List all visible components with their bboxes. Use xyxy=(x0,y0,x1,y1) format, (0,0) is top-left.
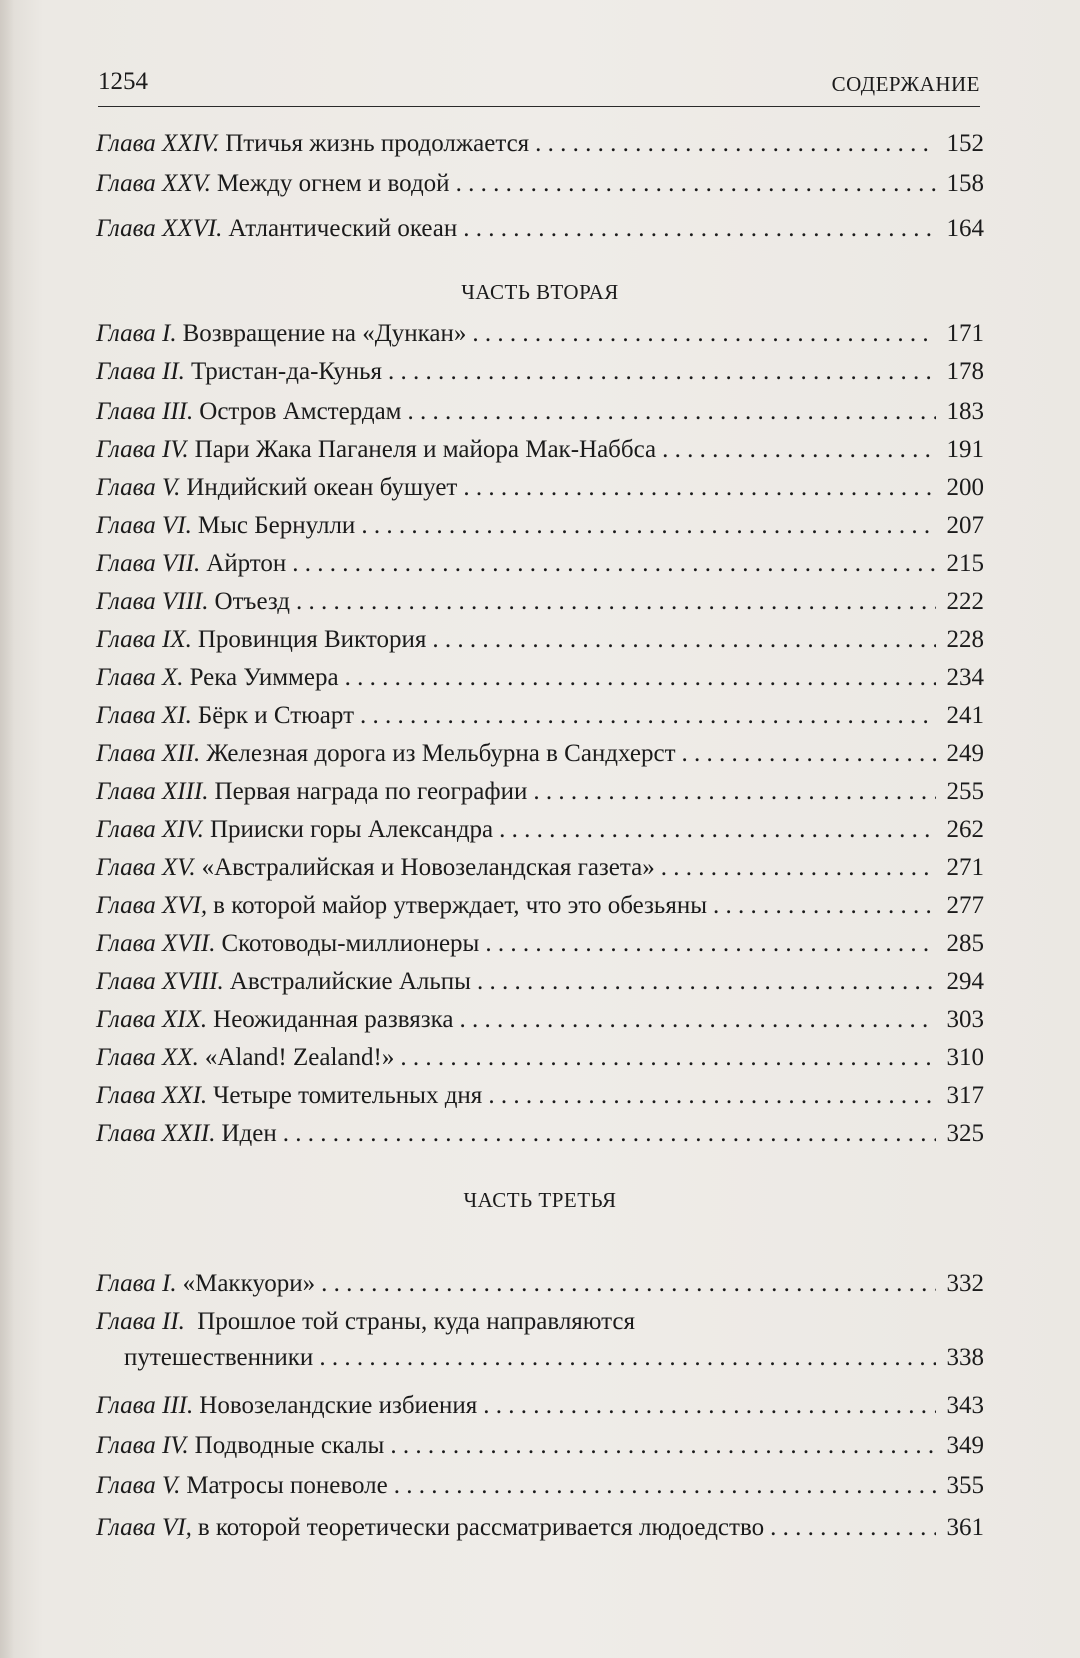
dot-leader xyxy=(713,892,936,920)
toc-entry xyxy=(96,816,984,852)
toc-entry xyxy=(96,854,984,890)
chapter-page: 255 xyxy=(946,778,984,805)
chapter-label: Глава XXIV. xyxy=(96,130,220,157)
chapter-page: 361 xyxy=(946,1514,984,1541)
chapter-page: 215 xyxy=(946,550,984,577)
dot-leader xyxy=(360,702,936,730)
chapter-title: Неожиданная развязка xyxy=(213,1006,454,1033)
part-three-heading: ЧАСТЬ ТРЕТЬЯ xyxy=(463,1188,617,1212)
chapter-title: Возвращение на «Дункан» xyxy=(182,320,467,347)
dot-leader xyxy=(661,854,936,882)
dot-leader xyxy=(283,1120,936,1148)
chapter-page: 200 xyxy=(946,474,984,501)
chapter-title: Отъезд xyxy=(214,588,290,615)
chapter-page: 158 xyxy=(946,170,984,197)
chapter-page: 317 xyxy=(946,1082,984,1109)
chapter-title: Между огнем и водой xyxy=(216,170,450,197)
dot-leader xyxy=(682,740,936,768)
chapter-page: 183 xyxy=(946,398,984,425)
chapter-title: Матросы поневоле xyxy=(186,1472,388,1499)
toc-entry xyxy=(96,1082,984,1118)
chapter-label: Глава X. xyxy=(96,664,184,691)
dot-leader xyxy=(345,664,936,692)
chapter-page: 310 xyxy=(946,1044,984,1071)
dot-leader xyxy=(535,130,936,158)
toc-entry xyxy=(96,626,984,662)
chapter-page: 343 xyxy=(946,1392,984,1419)
toc-entry xyxy=(96,930,984,966)
dot-leader xyxy=(388,358,936,386)
chapter-title: Пари Жака Паганеля и майора Мак-Наббса xyxy=(194,436,657,463)
dot-leader xyxy=(477,968,936,996)
chapter-page: 228 xyxy=(946,626,984,653)
chapter-label: Глава VII. xyxy=(96,550,201,577)
dot-leader xyxy=(390,1432,936,1460)
chapter-label: Глава VIII. xyxy=(96,588,209,615)
chapter-label: Глава XV. xyxy=(96,854,196,881)
chapter-label: Глава XI. xyxy=(96,702,192,729)
chapter-page: 164 xyxy=(946,215,984,242)
chapter-label: Глава IV. xyxy=(96,436,189,463)
chapter-title: «Австралийская и Новозеландская газета» xyxy=(201,854,655,881)
chapter-page: 241 xyxy=(946,702,984,729)
toc-entry xyxy=(96,170,984,206)
chapter-page: 271 xyxy=(946,854,984,881)
chapter-page: 207 xyxy=(946,512,984,539)
toc-entry xyxy=(96,1120,984,1156)
chapter-page: 294 xyxy=(946,968,984,995)
chapter-title: Индийский океан бушует xyxy=(186,474,458,501)
chapter-title: в которой теоретически рассматривается людоедство xyxy=(197,1514,765,1541)
chapter-page: 178 xyxy=(946,358,984,385)
toc-entry xyxy=(96,550,984,586)
toc-entry xyxy=(96,1472,984,1508)
chapter-title: Первая награда по географии xyxy=(214,778,528,805)
chapter-title: Бёрк и Стюарт xyxy=(197,702,354,729)
toc-entry xyxy=(96,320,984,356)
dot-leader xyxy=(432,626,936,654)
toc-entry xyxy=(96,512,984,548)
chapter-page: 277 xyxy=(946,892,984,919)
chapter-title: Четыре томительных дня xyxy=(213,1082,483,1109)
chapter-title: Мыс Бернулли xyxy=(197,512,356,539)
chapter-label: Глава III. xyxy=(96,1392,194,1419)
chapter-page: 171 xyxy=(946,320,984,347)
chapter-title: Тристан-да-Кунья xyxy=(190,358,382,385)
chapter-page: 349 xyxy=(946,1432,984,1459)
dot-leader xyxy=(485,930,936,958)
dot-leader xyxy=(472,320,936,348)
dot-leader xyxy=(459,1006,936,1034)
chapter-title: Железная дорога из Мельбурна в Сандхерст xyxy=(206,740,676,767)
toc-entry xyxy=(96,664,984,700)
toc-entry xyxy=(96,1392,984,1428)
toc-entry xyxy=(96,358,984,394)
page-header xyxy=(98,64,980,107)
chapter-label: Глава XVIII. xyxy=(96,968,224,995)
chapter-label: Глава IV. xyxy=(96,1432,189,1459)
toc-entry xyxy=(96,892,984,928)
toc-entry xyxy=(96,130,984,166)
chapter-label: Глава II. xyxy=(96,1308,185,1335)
chapter-title: Птичья жизнь продолжается xyxy=(225,130,530,157)
dot-leader xyxy=(394,1472,936,1500)
chapter-label: Глава XIV. xyxy=(96,816,204,843)
running-title: СОДЕРЖАНИЕ xyxy=(831,72,980,96)
chapter-title-continuation: путешественники xyxy=(124,1344,314,1371)
chapter-title: Провинция Виктория xyxy=(197,626,427,653)
dot-leader xyxy=(463,474,936,502)
dot-leader xyxy=(463,215,936,243)
chapter-label: Глава I. xyxy=(96,1270,177,1297)
dot-leader xyxy=(292,550,936,578)
dot-leader xyxy=(488,1082,936,1110)
toc-entry xyxy=(96,702,984,738)
chapter-label: Глава V. xyxy=(96,474,181,501)
chapter-label: Глава XII. xyxy=(96,740,201,767)
dot-leader xyxy=(296,588,936,616)
chapter-title: в которой майор утверждает, что это обезьяны xyxy=(213,892,708,919)
dot-leader xyxy=(533,778,936,806)
chapter-title: Атлантический океан xyxy=(228,215,458,242)
toc-entry xyxy=(96,778,984,814)
chapter-title: «Aland! Zealand!» xyxy=(204,1044,395,1071)
toc-entry xyxy=(96,1006,984,1042)
chapter-label: Глава XXVI. xyxy=(96,215,223,242)
dot-leader xyxy=(321,1270,936,1298)
chapter-label: Глава I. xyxy=(96,320,177,347)
chapter-page: 191 xyxy=(946,436,984,463)
chapter-label: Глава VI, xyxy=(96,1514,192,1541)
chapter-title: «Маккуори» xyxy=(182,1270,316,1297)
chapter-title: Остров Амстердам xyxy=(199,398,402,425)
chapter-label: Глава XX. xyxy=(96,1044,199,1071)
toc-entry xyxy=(96,1270,984,1306)
dot-leader xyxy=(319,1344,936,1372)
chapter-page: 303 xyxy=(946,1006,984,1033)
chapter-title: Прииски горы Александра xyxy=(209,816,494,843)
part-two-heading: ЧАСТЬ ВТОРАЯ xyxy=(461,280,619,304)
chapter-label: Глава XXI. xyxy=(96,1082,208,1109)
chapter-title: Скотоводы-миллионеры xyxy=(221,930,480,957)
toc-entry xyxy=(96,968,984,1004)
chapter-page: 355 xyxy=(946,1472,984,1499)
chapter-page: 338 xyxy=(946,1344,984,1371)
chapter-page: 332 xyxy=(946,1270,984,1297)
toc-entry xyxy=(96,1514,984,1550)
chapter-title: Новозеландские избиения xyxy=(199,1392,478,1419)
toc-entry xyxy=(96,740,984,776)
chapter-label: Глава XIII. xyxy=(96,778,209,805)
chapter-page: 234 xyxy=(946,664,984,691)
toc-entry xyxy=(96,474,984,510)
chapter-page: 262 xyxy=(946,816,984,843)
dot-leader xyxy=(499,816,936,844)
chapter-title: Австралийские Альпы xyxy=(229,968,471,995)
chapter-label: Глава II. xyxy=(96,358,185,385)
dot-leader xyxy=(456,170,936,198)
chapter-title: Айртон xyxy=(206,550,287,577)
chapter-label: Глава IX. xyxy=(96,626,192,653)
dot-leader xyxy=(483,1392,936,1420)
page-gutter-shadow xyxy=(0,0,14,1658)
chapter-label: Глава XVI, xyxy=(96,892,208,919)
chapter-page: 325 xyxy=(946,1120,984,1147)
chapter-label: Глава XVII. xyxy=(96,930,216,957)
page-number: 1254 xyxy=(98,68,148,95)
toc-entry-multiline xyxy=(96,1308,984,1380)
chapter-page: 249 xyxy=(946,740,984,767)
dot-leader xyxy=(361,512,936,540)
chapter-title: Река Уиммера xyxy=(189,664,339,691)
chapter-page: 285 xyxy=(946,930,984,957)
toc-entry xyxy=(96,1044,984,1080)
chapter-label: Глава XXII. xyxy=(96,1120,216,1147)
toc-entry xyxy=(96,215,984,251)
chapter-page: 152 xyxy=(946,130,984,157)
dot-leader xyxy=(408,398,937,426)
chapter-title: Иден xyxy=(221,1120,277,1147)
chapter-label: Глава III. xyxy=(96,398,194,425)
chapter-title: Подводные скалы xyxy=(194,1432,385,1459)
chapter-title: Прошлое той страны, куда направляются xyxy=(197,1308,635,1335)
toc-entry xyxy=(96,588,984,624)
chapter-label: Глава XIX. xyxy=(96,1006,208,1033)
toc-entry xyxy=(96,1432,984,1468)
chapter-label: Глава V. xyxy=(96,1472,181,1499)
dot-leader xyxy=(770,1514,936,1542)
toc-entry xyxy=(96,398,984,434)
chapter-label: Глава VI. xyxy=(96,512,192,539)
dot-leader xyxy=(662,436,936,464)
toc-entry xyxy=(96,436,984,472)
chapter-page: 222 xyxy=(946,588,984,615)
chapter-label: Глава XXV. xyxy=(96,170,211,197)
dot-leader xyxy=(400,1044,936,1072)
